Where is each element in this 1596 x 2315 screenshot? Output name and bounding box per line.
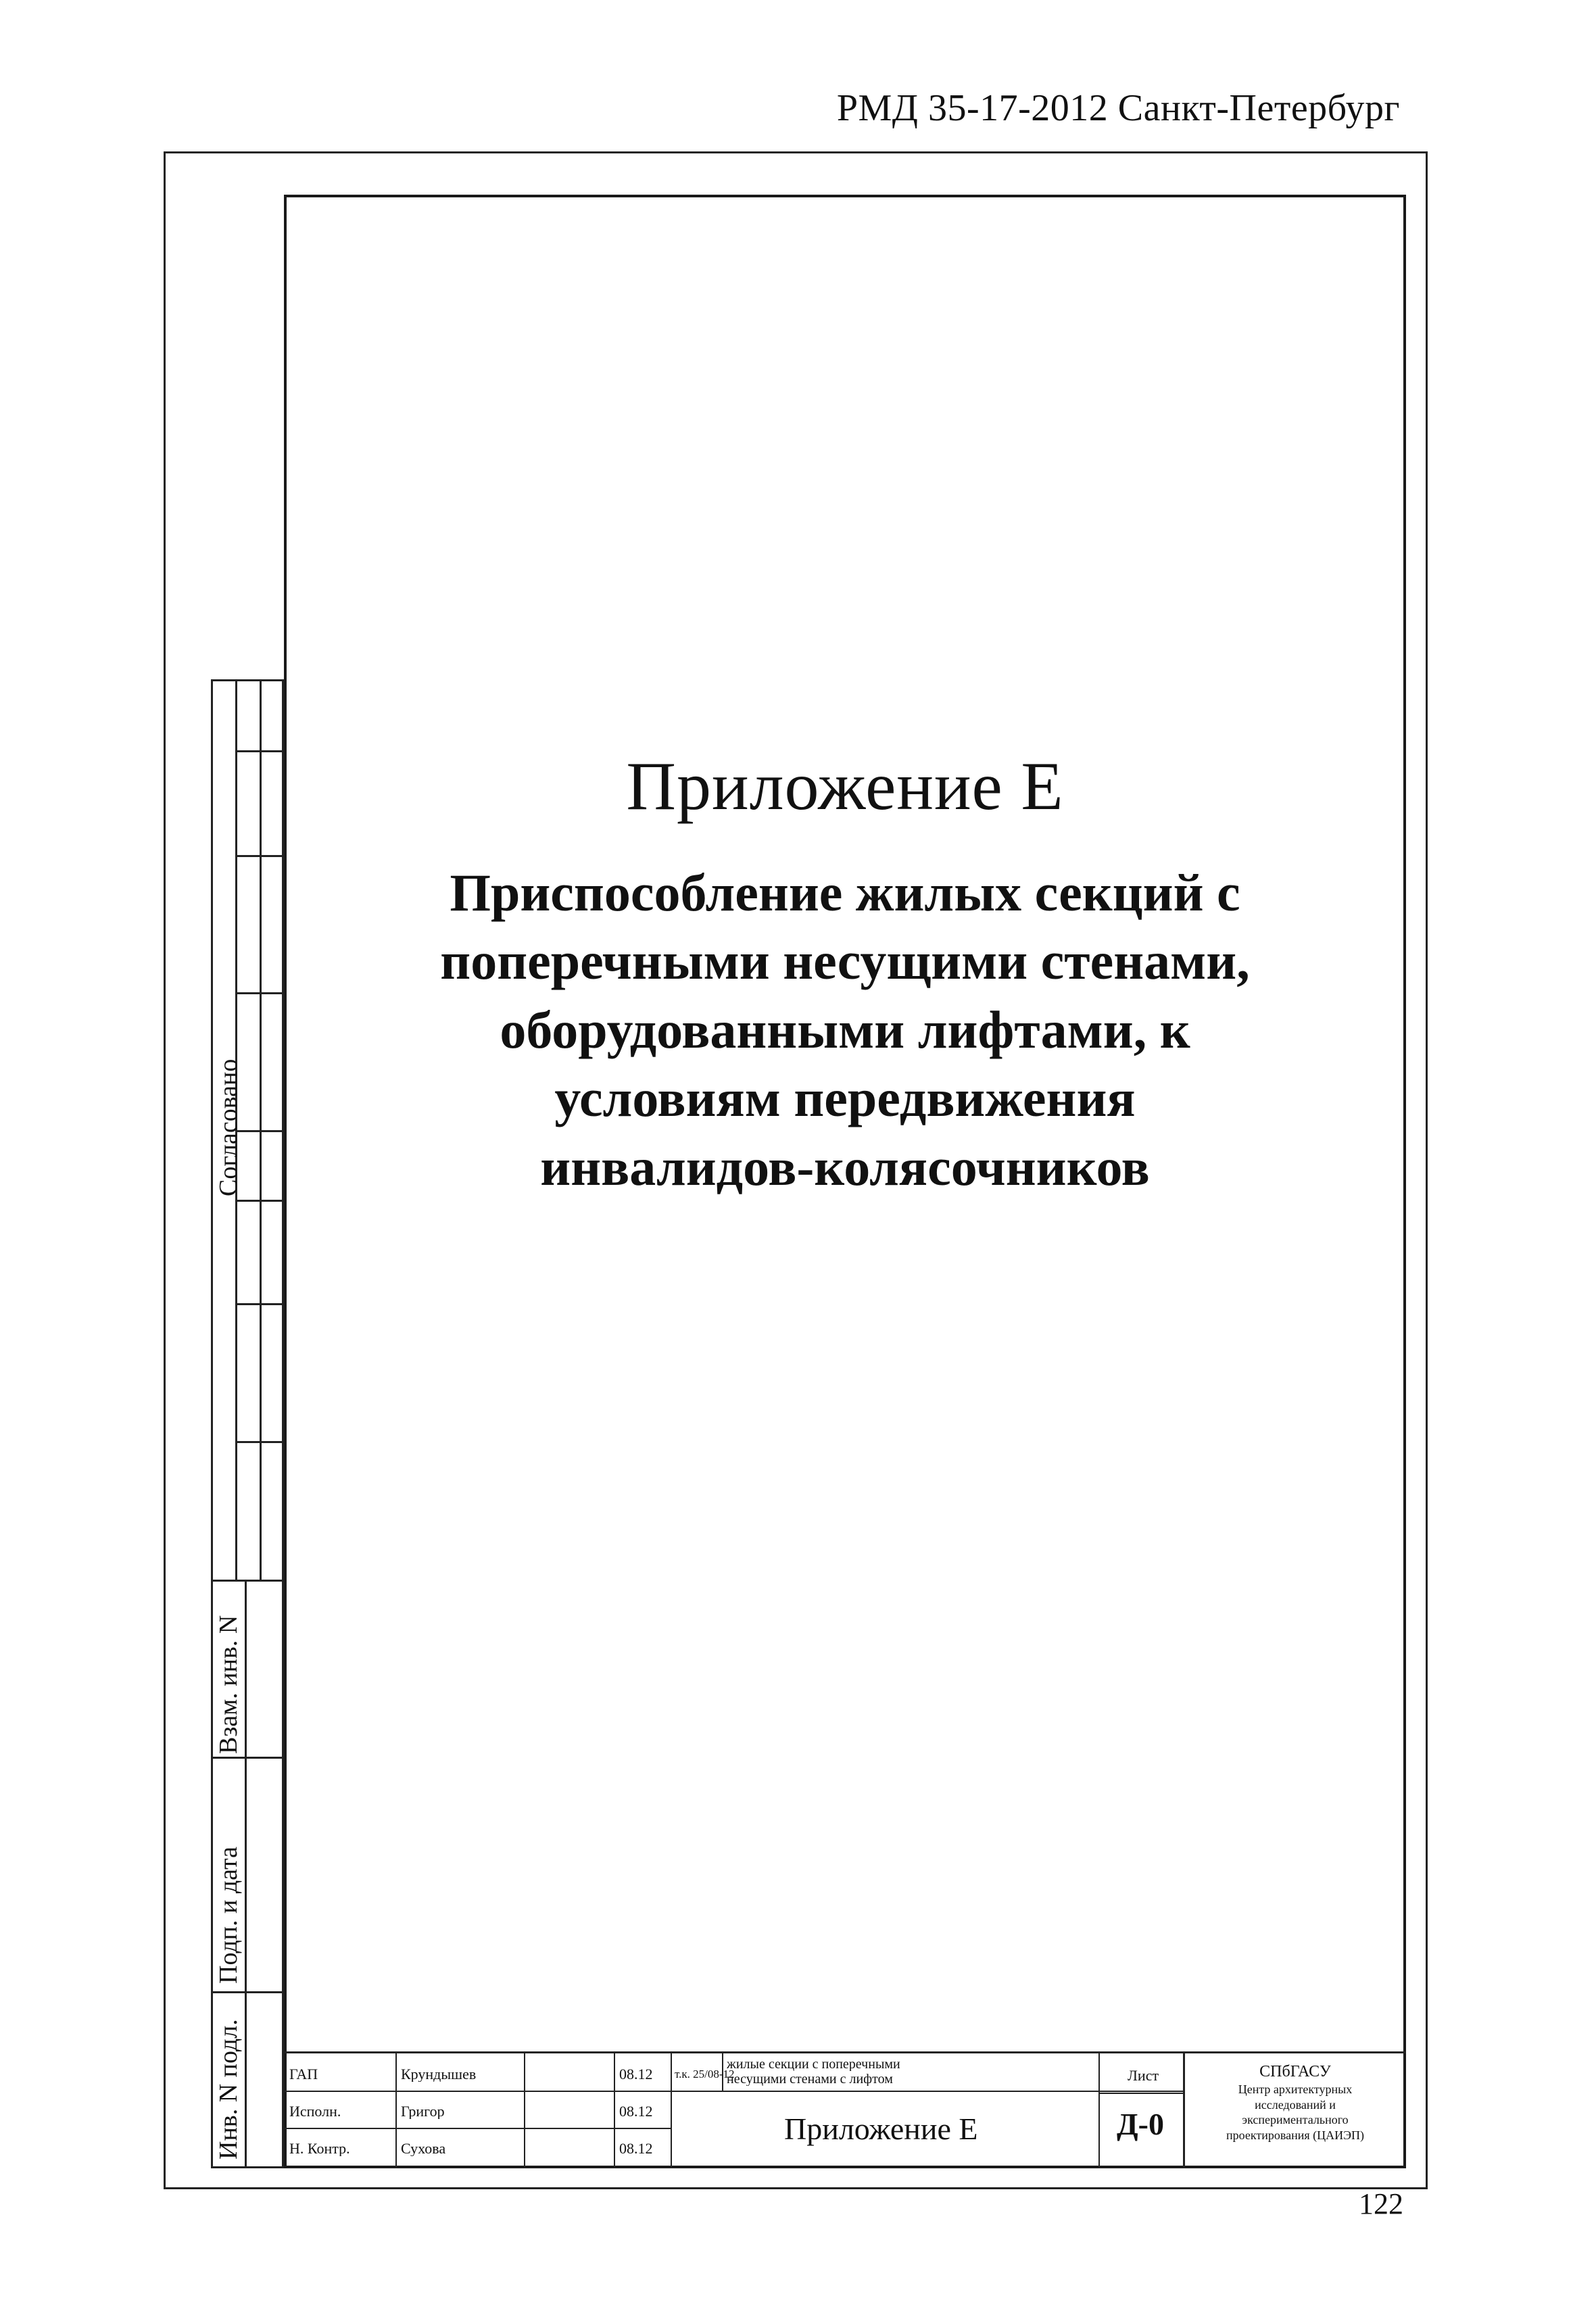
org-line: проектирования (ЦАИЭП) <box>1226 2128 1364 2142</box>
name-norm-control: Сухова <box>401 2141 446 2156</box>
appendix-subtitle <box>352 858 1338 1201</box>
doc-desc-line2: несущими стенами с лифтом <box>727 2072 893 2086</box>
doc-desc-line1: жилые секции с поперечными <box>727 2057 900 2071</box>
appendix-title: Приложение Е <box>626 748 1064 825</box>
inv-orig-label: Инв. N подл. <box>214 2019 243 2160</box>
sheet-value: Д-0 <box>1117 2107 1164 2141</box>
role-executor: Исполн. <box>289 2104 341 2119</box>
org-line: Центр архитектурных <box>1238 2082 1353 2096</box>
name-gap: Крундышев <box>401 2067 477 2082</box>
agreed-row-line <box>235 855 284 857</box>
doc-code: т.к. 25/08-12 <box>675 2068 735 2080</box>
page-number: 122 <box>1359 2187 1403 2220</box>
replace-inv-label: Взам. инв. N <box>214 1615 243 1754</box>
subtitle-line: инвалидов-колясочников <box>540 1137 1150 1196</box>
subtitle-line: оборудованными лифтами, к <box>500 1000 1190 1059</box>
date-executor: 08.12 <box>619 2104 653 2119</box>
subtitle-line: Приспособление жилых секций с <box>450 863 1240 922</box>
agreed-row-line <box>235 992 284 994</box>
replace-inv-divider <box>245 1580 247 1759</box>
agreed-row-line <box>235 1303 284 1305</box>
role-gap: ГАП <box>289 2067 318 2082</box>
subtitle-line: условиям передвижения <box>554 1069 1136 1128</box>
org-line: СПбГАСУ <box>1259 2063 1331 2080</box>
sign-date-label: Подп. и дата <box>214 1846 243 1984</box>
inv-orig-divider <box>245 1991 247 2168</box>
org-line: экспериментального <box>1242 2113 1349 2126</box>
org-line: исследований и <box>1255 2097 1336 2112</box>
agreed-row-line <box>235 1200 284 1202</box>
title-block <box>284 2051 1406 2168</box>
organization-block <box>1187 2062 1403 2143</box>
agreed-row-line <box>235 750 284 752</box>
role-norm-control: Н. Контр. <box>289 2141 350 2156</box>
sheet-label: Лист <box>1128 2068 1159 2083</box>
sign-date-divider <box>245 1757 247 1993</box>
subtitle-line: поперечными несущими стенами, <box>440 931 1250 991</box>
date-norm-control: 08.12 <box>619 2141 653 2156</box>
agreed-label: Согласовано <box>214 1058 243 1196</box>
date-gap: 08.12 <box>619 2067 653 2082</box>
agreed-row-line <box>235 1441 284 1443</box>
document-header: РМД 35-17-2012 Санкт-Петербург <box>836 87 1400 129</box>
name-executor: Григор <box>401 2104 445 2119</box>
stamp-title: Приложение Е <box>784 2112 978 2146</box>
